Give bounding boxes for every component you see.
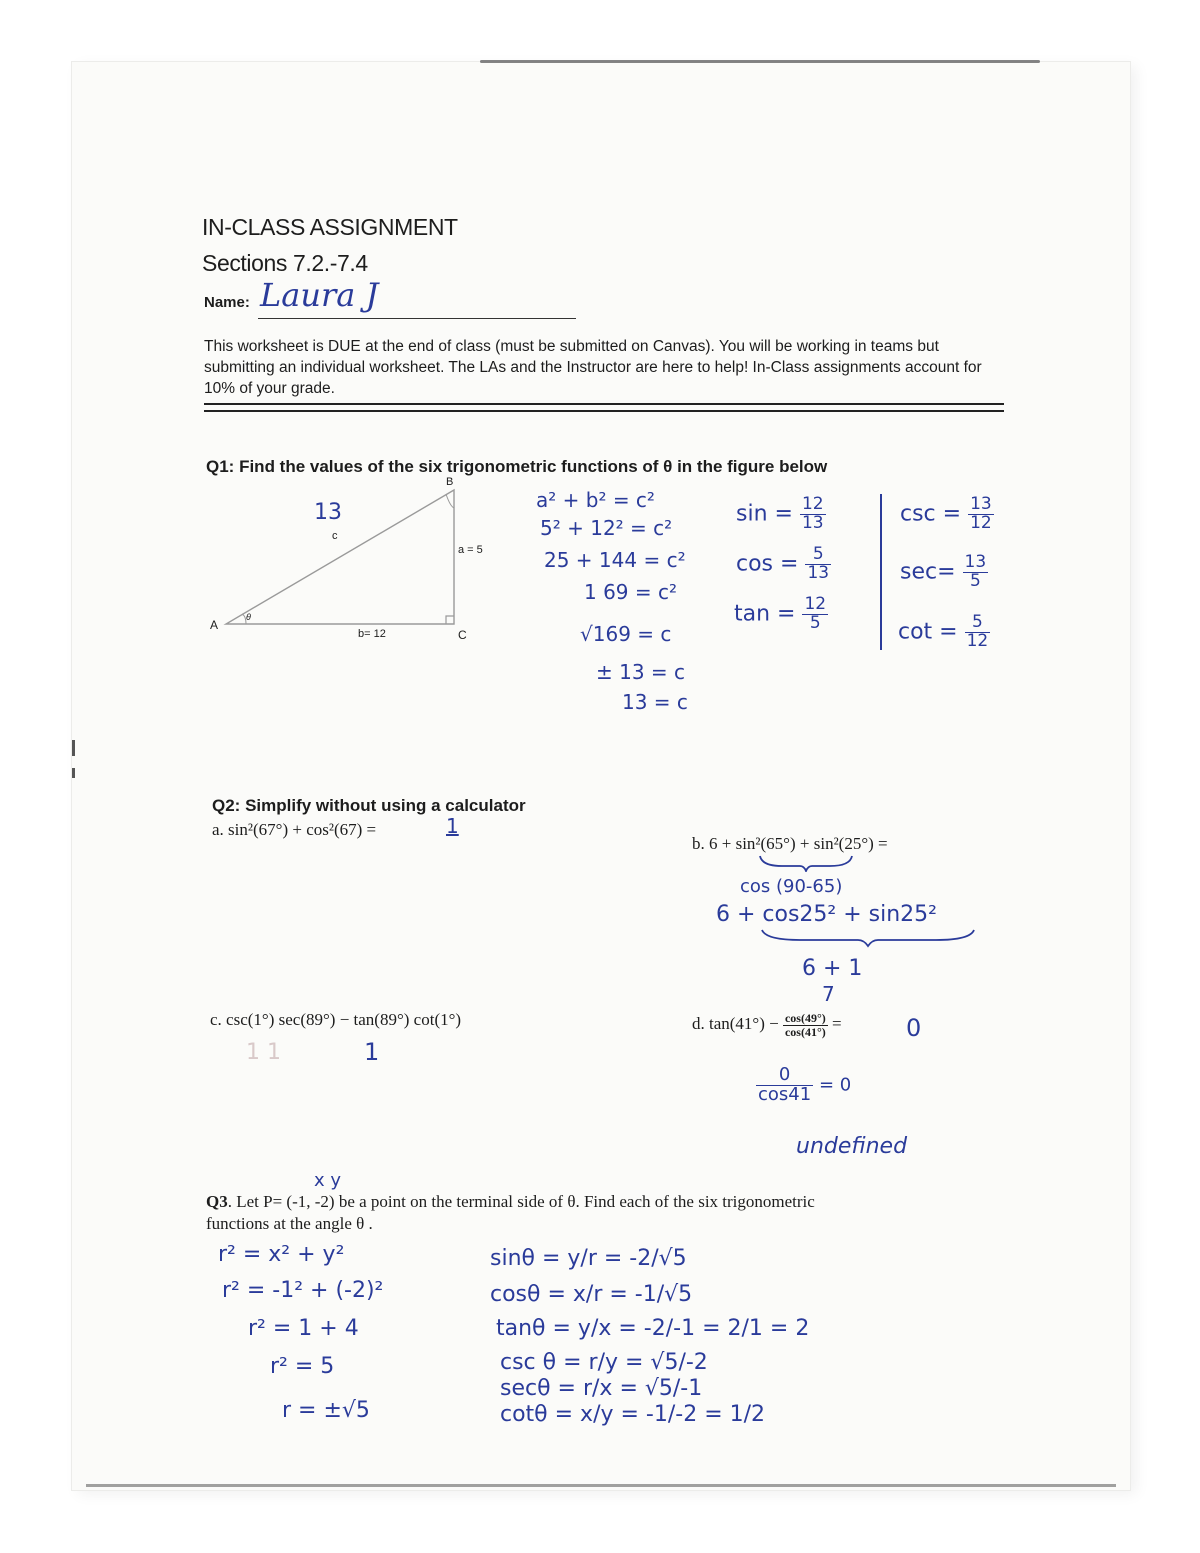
- q2a-expression: a. sin²(67°) + cos²(67) =: [212, 820, 377, 839]
- q2-heading: [212, 796, 526, 816]
- q3-prompt-line2: functions at the angle θ .: [206, 1214, 373, 1233]
- q2c-answer: 1: [364, 1038, 380, 1066]
- q2d-work-denominator: cos41: [758, 1083, 812, 1105]
- tan-denominator: 5: [809, 612, 821, 633]
- header-divider: [204, 410, 1004, 412]
- q3-xy-note: x y: [314, 1170, 342, 1191]
- vertex-a-label: A: [210, 618, 219, 632]
- q2d-numerator: cos(49°): [784, 1011, 826, 1025]
- q2d-answer: 0: [906, 1014, 922, 1042]
- sec-label: sec=: [900, 559, 956, 585]
- csc-label: csc =: [900, 501, 962, 527]
- q3-radius-step: r² = 1 + 4: [248, 1316, 359, 1341]
- q3-cos-answer: cosθ = x/r = -1/√5: [490, 1282, 693, 1307]
- pythag-step: 13 = c: [622, 690, 688, 714]
- theta-label: θ: [246, 612, 251, 622]
- q2b-work-brace: [760, 928, 976, 948]
- q2d-denominator: cos(41°): [784, 1024, 826, 1039]
- pythag-step: ± 13 = c: [596, 660, 686, 684]
- page-title: IN-CLASS ASSIGNMENT: [202, 214, 458, 240]
- pythag-step: 1 69 = c²: [584, 580, 678, 604]
- q3-prompt: . Let P= (-1, -2) be a point on the terminal side of θ. Find each of the six trigonometric: [227, 1192, 815, 1211]
- q2d-work-result: = 0: [818, 1074, 852, 1096]
- cot-ratio: [898, 614, 990, 651]
- q2b-work: 6 + cos25² + sin25²: [716, 902, 937, 927]
- paper-top-edge: [480, 60, 1040, 63]
- vertex-c-label: C: [458, 628, 467, 642]
- cot-denominator: 12: [966, 630, 989, 651]
- sec-numerator: 13: [964, 552, 987, 572]
- q3-cot-answer: cotθ = x/y = -1/-2 = 1/2: [500, 1402, 766, 1427]
- pythag-step: 25 + 144 = c²: [544, 548, 686, 572]
- q2b-result: 7: [822, 982, 835, 1006]
- q2d-expression: [692, 1012, 842, 1038]
- side-a-label: a = 5: [458, 544, 483, 556]
- q2b-expression: b. 6 + sin²(65°) + sin²(25°) =: [692, 834, 888, 853]
- csc-denominator: 12: [970, 512, 992, 533]
- tan-numerator: 12: [804, 594, 827, 614]
- q3-label: Q3: [206, 1192, 228, 1211]
- q3-radius-step: r² = 5: [270, 1354, 335, 1379]
- q2b-work: 6 + 1: [802, 956, 863, 981]
- q3-csc-answer: csc θ = r/y = √5/-2: [500, 1350, 708, 1375]
- q1-label: Q1:: [206, 457, 235, 476]
- vertex-b-label: B: [446, 476, 454, 488]
- sin-numerator: 12: [801, 494, 824, 514]
- q2d-work-numerator: 0: [756, 1066, 813, 1086]
- cot-label: cot =: [898, 619, 958, 645]
- sec-denominator: 5: [969, 570, 981, 591]
- csc-ratio: [900, 496, 994, 533]
- cos-denominator: 13: [807, 562, 830, 583]
- q2-label: Q2:: [212, 796, 241, 815]
- q2-prompt: Simplify without using a calculator: [245, 796, 526, 815]
- q3-radius-step: r² = -1² + (-2)²: [222, 1278, 384, 1303]
- name-label: Name:: [204, 294, 250, 311]
- q2d-lead: d. tan(41°) −: [692, 1014, 779, 1033]
- header-divider: [204, 403, 1004, 405]
- pythag-step: √169 = c: [580, 622, 672, 646]
- right-angle-marker: [446, 616, 454, 624]
- q2a-answer: 1: [446, 814, 459, 838]
- paper-left-mark: [72, 740, 75, 756]
- sin-label: sin =: [736, 501, 793, 527]
- q3-radius-step: r² = x² + y²: [218, 1242, 345, 1267]
- q3-tan-answer: tanθ = y/x = -2/-1 = 2/1 = 2: [496, 1316, 810, 1341]
- q1-prompt: Find the values of the six trigonometric functions of θ in the figure below: [239, 457, 828, 476]
- q2b-underbrace: [758, 854, 854, 872]
- sections-subtitle: Sections 7.2.-7.4: [202, 250, 368, 276]
- sec-ratio: [900, 554, 988, 591]
- sin-denominator: 13: [801, 512, 824, 533]
- q2d-work: [756, 1066, 851, 1105]
- hypotenuse-handwritten: 13: [314, 500, 342, 525]
- q2c-erased-work: 1 1: [246, 1040, 281, 1065]
- q3-sin-answer: sinθ = y/r = -2/√5: [490, 1246, 687, 1271]
- q2d-equals: =: [832, 1014, 842, 1033]
- csc-numerator: 13: [970, 494, 992, 514]
- name-signature: Laura J: [260, 276, 379, 314]
- cos-numerator: 5: [805, 546, 831, 565]
- side-b-label: b= 12: [358, 628, 386, 640]
- q3-prompt-line1: [206, 1192, 815, 1212]
- q2d-note: undefined: [796, 1134, 908, 1159]
- sin-ratio: [736, 496, 826, 533]
- tan-ratio: [734, 596, 828, 633]
- cot-numerator: 5: [965, 614, 991, 633]
- q2c-expression: c. csc(1°) sec(89°) − tan(89°) cot(1°): [210, 1010, 462, 1029]
- paper-bottom-edge: [86, 1484, 1116, 1487]
- pythag-step: 5² + 12² = c²: [540, 516, 673, 540]
- tan-label: tan =: [734, 601, 796, 627]
- cos-label: cos =: [736, 551, 799, 577]
- ratio-divider: [880, 494, 882, 650]
- hypotenuse-label: c: [332, 530, 338, 542]
- instructions-text: This worksheet is DUE at the end of class (must be submitted on Canvas). You will be working in teams but submitting an individual worksheet. The LAs and the Instructor are here to help! In-Class assignments account for 10% of your grade.: [204, 338, 982, 397]
- angle-b-arc: [446, 494, 454, 508]
- q3-sec-answer: secθ = r/x = √5/-1: [500, 1376, 703, 1401]
- q3-radius-result: r = ±√5: [282, 1398, 370, 1423]
- pythag-step: a² + b² = c²: [536, 488, 655, 512]
- right-triangle-figure: [200, 470, 500, 650]
- paper-left-mark: [72, 768, 75, 778]
- cos-ratio: [736, 546, 831, 583]
- name-line: [258, 318, 576, 319]
- q2b-work: cos (90-65): [740, 876, 843, 897]
